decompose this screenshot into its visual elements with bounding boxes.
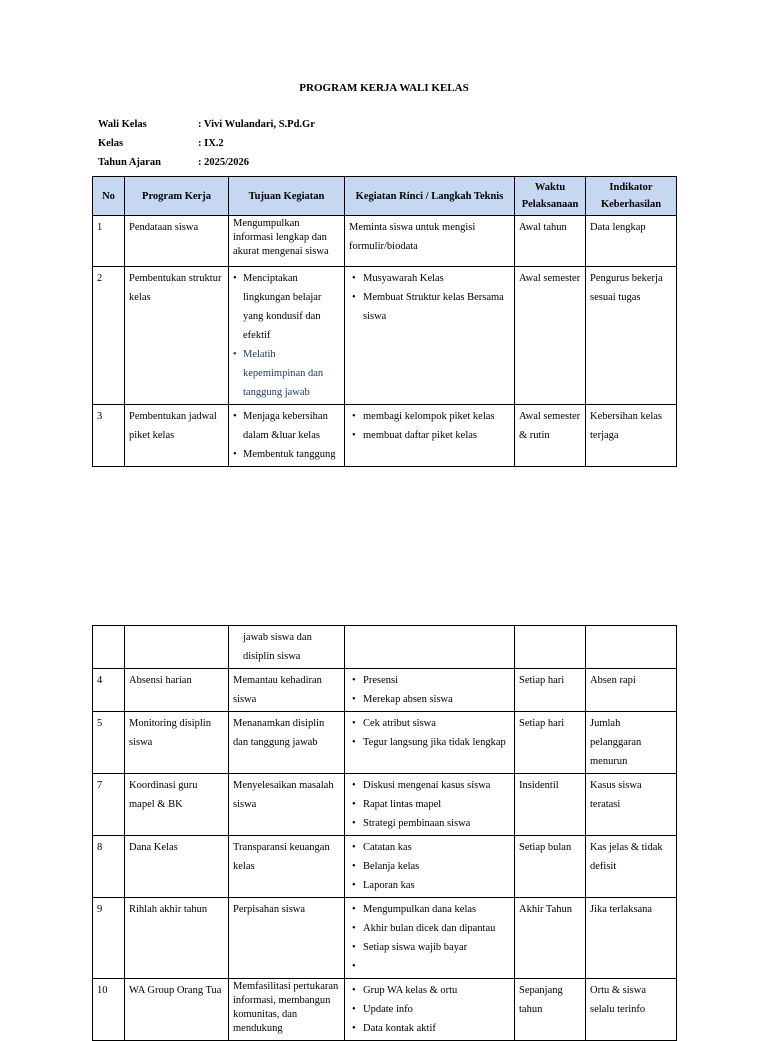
table-row: 7 Koordinasi guru mapel & BK Menyelesaikan masalah siswa • Diskusi mengenai kasus siswa • Rapat lintas mapel • Strategi pembinaan siswa Insidentil Kasus siswa teratasi: [93, 774, 677, 836]
header-waktu: Waktu Pelaksanaan: [515, 177, 586, 216]
list-item: • Strategi pembinaan siswa: [349, 814, 510, 833]
list-item: • Cek atribut siswa: [349, 714, 510, 733]
meta-kelas: Kelas : IX.2: [98, 138, 224, 149]
header-tujuan: Tujuan Kegiatan: [229, 177, 345, 216]
table-row: 3 Pembentukan jadwal piket kelas • Menjaga kebersihan dalam &luar kelas • Membentuk tanggung • membagi kelompok piket kelas • membuat daftar piket kelas Awal semester & rutin Kebersihan kelas terjaga: [93, 405, 677, 467]
list-item: • Menciptakan lingkungan belajar yang kondusif dan efektif: [233, 269, 340, 345]
kegiatan-list: [349, 900, 510, 976]
table-row: 5 Monitoring disiplin siswa Menanamkan disiplin dan tanggung jawab • Cek atribut siswa • Tegur langsung jika tidak lengkap Setiap hari Jumlah pelanggaran menurun: [93, 712, 677, 774]
list-item: • Tegur langsung jika tidak lengkap: [349, 733, 510, 752]
page-title: PROGRAM KERJA WALI KELAS: [299, 82, 469, 94]
program-table-page1: [92, 176, 677, 467]
list-item: • Membuat Struktur kelas Bersama siswa: [349, 288, 510, 326]
table-row: 8 Dana Kelas Transparansi keuangan kelas • Catatan kas • Belanja kelas • Laporan kas Setiap bulan Kas jelas & tidak defisit: [93, 836, 677, 898]
list-item: • Rapat lintas mapel: [349, 795, 510, 814]
list-item: • membagi kelompok piket kelas: [349, 407, 510, 426]
kegiatan-list: [349, 269, 510, 326]
table-row: 2 Pembentukan struktur kelas • Menciptakan lingkungan belajar yang kondusif dan efektif • Melatih kepemimpinan dan tanggung jawab • Musyawarah Kelas • Membuat Struktur kelas Bersama siswa Awal semester Pengurus bekerja sesuai tugas: [93, 267, 677, 405]
list-item: • Melatih kepemimpinan dan tanggung jawab: [233, 345, 340, 402]
header-indikator: Indikator Keberhasilan: [586, 177, 677, 216]
list-item: • Laporan kas: [349, 876, 510, 895]
table-header-row: [93, 177, 677, 216]
list-item: • Diskusi mengenai kasus siswa: [349, 776, 510, 795]
table-row: 1 Pendataan siswa Mengumpulkan informasi lengkap dan akurat mengenai siswa Meminta siswa untuk mengisi formulir/biodata Awal tahun Data lengkap: [93, 216, 677, 267]
kegiatan-list: [349, 714, 510, 752]
header-program: Program Kerja: [125, 177, 229, 216]
list-item: • Menjaga kebersihan dalam &luar kelas: [233, 407, 340, 445]
list-item: • Setiap siswa wajib bayar: [349, 938, 510, 957]
list-item: • Update info: [349, 1000, 510, 1019]
tujuan-list: [233, 407, 340, 464]
meta-wali-kelas: Wali Kelas : Vivi Wulandari, S.Pd.Gr: [98, 119, 315, 130]
list-item: • Merekap absen siswa: [349, 690, 510, 709]
list-item: • Musyawarah Kelas: [349, 269, 510, 288]
table-row-continuation: jawab siswa dan disiplin siswa: [93, 626, 677, 669]
list-item: • Membentuk tanggung: [233, 445, 340, 464]
list-item: • Data kontak aktif: [349, 1019, 510, 1038]
header-no: No: [93, 177, 125, 216]
list-item: • Mengumpulkan dana kelas: [349, 900, 510, 919]
list-item: • membuat daftar piket kelas: [349, 426, 510, 445]
kegiatan-list: [349, 671, 510, 709]
header-kegiatan: Kegiatan Rinci / Langkah Teknis: [345, 177, 515, 216]
list-item: • Belanja kelas: [349, 857, 510, 876]
list-item: • Akhir bulan dicek dan dipantau: [349, 919, 510, 938]
meta-tahun-ajaran: Tahun Ajaran : 2025/2026: [98, 157, 250, 168]
table-row: 9 Rihlah akhir tahun Perpisahan siswa • Mengumpulkan dana kelas • Akhir bulan dicek dan dipantau • Setiap siswa wajib bayar • Akhir Tahun Jika terlaksana: [93, 898, 677, 979]
list-item: • Catatan kas: [349, 838, 510, 857]
list-item: [349, 957, 510, 976]
table-row: 10 WA Group Orang Tua Memfasilitasi pertukaran informasi, membangun komunitas, dan mendukung • Grup WA kelas & ortu • Update info • Data kontak aktif Sepanjang tahun Ortu & siswa selalu terinfo: [93, 979, 677, 1041]
kegiatan-list: [349, 407, 510, 445]
table-row: 4 Absensi harian Memantau kehadiran siswa • Presensi • Merekap absen siswa Setiap hari Absen rapi: [93, 669, 677, 712]
kegiatan-list: [349, 776, 510, 833]
list-item: • Grup WA kelas & ortu: [349, 981, 510, 1000]
tujuan-list: [233, 269, 340, 402]
kegiatan-list: [349, 981, 510, 1038]
kegiatan-list: [349, 838, 510, 895]
program-table-page2: [92, 625, 677, 1041]
list-item: • Presensi: [349, 671, 510, 690]
